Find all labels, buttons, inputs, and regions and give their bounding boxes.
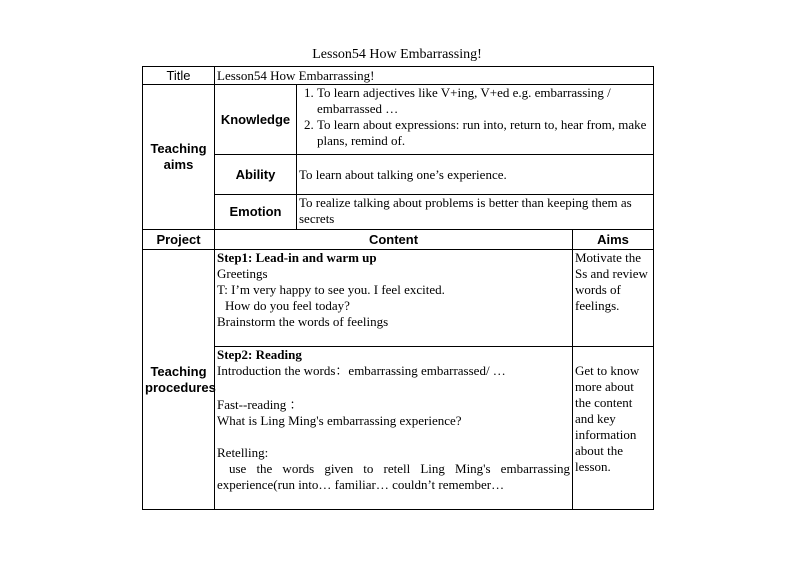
lesson-plan-table xyxy=(142,66,654,510)
teaching-procedures-label: Teaching procedures xyxy=(145,363,216,395)
step2-aims-cell xyxy=(573,347,654,510)
knowledge-item: 2. To learn about expressions: run into, return to, hear from, make plans, remind of. xyxy=(317,117,651,149)
ability-content-cell xyxy=(297,155,654,195)
knowledge-list xyxy=(299,85,651,149)
content-header xyxy=(215,230,573,250)
step2-aims: Get to know more about the content and key information about the lesson. xyxy=(575,363,640,474)
knowledge-item: 1. To learn adjectives like V+ing, V+ed e.g. embarrassing / embarrassed … xyxy=(317,85,651,117)
spacer xyxy=(217,429,570,445)
step2-fast-reading: Fast--reading ： xyxy=(217,397,303,412)
knowledge-label-cell xyxy=(215,85,297,155)
emotion-content-cell xyxy=(297,195,654,230)
step1-line: Greetings xyxy=(217,266,268,281)
step1-content-cell xyxy=(215,250,573,347)
teaching-procedures-label-cell xyxy=(143,250,215,510)
emotion-text: To realize talking about problems is better than keeping them as secrets xyxy=(299,195,632,226)
title-label: Title xyxy=(166,67,191,83)
step1-line: How do you feel today? xyxy=(225,298,350,313)
ability-text: To learn about talking one’s experience. xyxy=(299,166,507,182)
project-header xyxy=(143,230,215,250)
teaching-aims-label-cell xyxy=(143,85,215,230)
emotion-label: Emotion xyxy=(229,204,282,219)
title-value: Lesson54 How Embarrassing! xyxy=(217,67,375,83)
step2-content-cell xyxy=(215,347,573,510)
aims-header-text: Aims xyxy=(597,231,629,247)
aims-header xyxy=(573,230,654,250)
title-value-cell xyxy=(215,67,654,85)
step1-line: T: I’m very happy to see you. I feel excited. xyxy=(217,282,445,297)
step2-question: What is Ling Ming's embarrassing experience? xyxy=(217,413,462,428)
ability-label-cell xyxy=(215,155,297,195)
knowledge-label: Knowledge xyxy=(220,111,291,127)
teaching-aims-label: Teaching aims xyxy=(150,141,207,172)
step2-heading: Step2: Reading xyxy=(217,347,302,362)
step1-heading: Step1: Lead-in and warm up xyxy=(217,250,377,265)
content-header-text: Content xyxy=(368,231,419,247)
title-label-cell xyxy=(143,67,215,85)
step2-retelling-label: Retelling: xyxy=(217,445,269,460)
spacer xyxy=(217,379,570,397)
knowledge-content-cell xyxy=(297,85,654,155)
step2-intro: Introduction the words：embarrassing embarrassed/ … xyxy=(217,363,506,378)
step1-aims: Motivate the Ss and review words of feelings. xyxy=(575,250,648,313)
step1-line: Brainstorm the words of feelings xyxy=(217,314,389,329)
project-header-text: Project xyxy=(156,231,201,247)
emotion-label-cell xyxy=(215,195,297,230)
document-title: Lesson54 How Embarrassing! xyxy=(312,47,482,62)
step2-retelling-text: use the words given to retell Ling Ming's embarrassing experience(run into… familiar… couldn’t remember… xyxy=(217,461,570,492)
step1-aims-cell xyxy=(573,250,654,347)
ability-label: Ability xyxy=(235,166,276,182)
